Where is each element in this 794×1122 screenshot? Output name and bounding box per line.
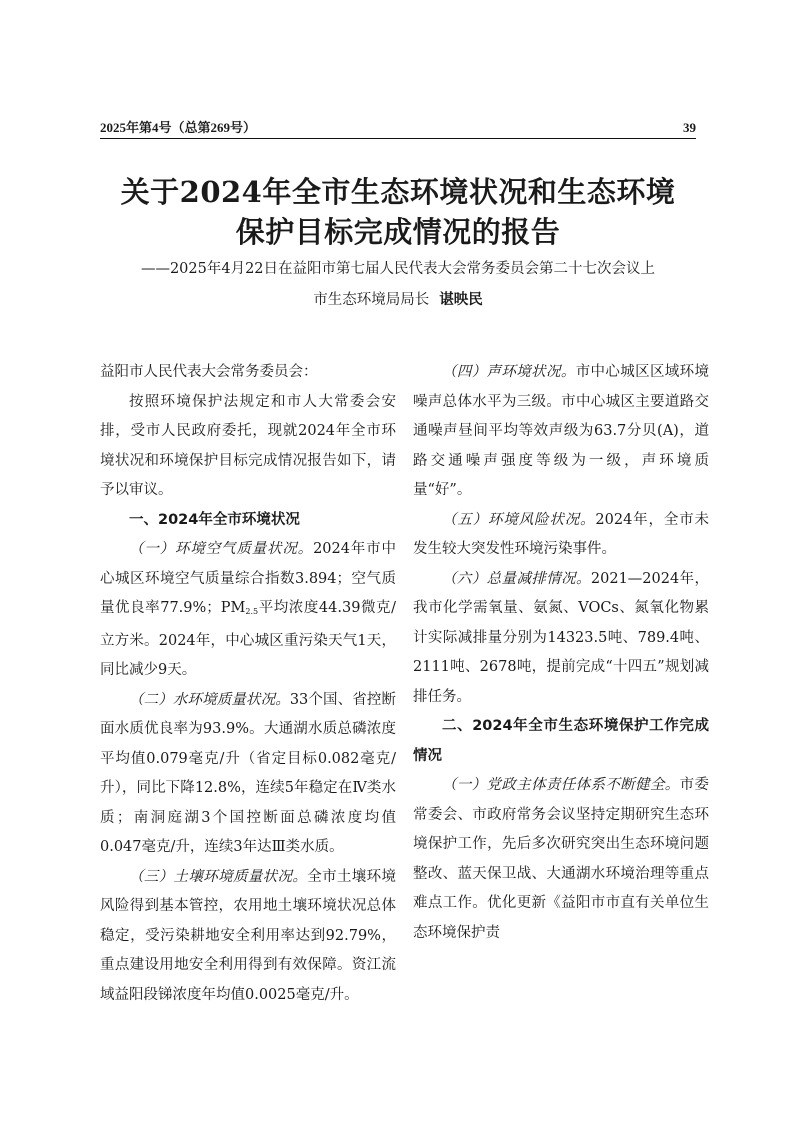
intro-paragraph: 按照环境保护法规定和市人大常委会安排，受市人民政府委托，现就2024年全市环境状况和环境保护目标完成情况报告如下，请予以审议。	[100, 393, 396, 498]
soil-quality-text: 全市土壤环境风险得到基本管控，农用地土壤环境状况总体稳定，受污染耕地安全利用率达到92.79%，重点建设用地安全利用得到有效保障。资江流域益阳段锑浓度年均值0.0025毫克/升。	[100, 868, 396, 1003]
author-role: 市生态环境局局长	[313, 292, 430, 308]
risk-paragraph	[413, 506, 709, 565]
duty-text: 市委常委会、市政府常务会议坚持定期研究生态环境保护工作，先后多次研究突出生态环境问题整改、蓝天保卫战、大通湖水环境治理等重点难点工作。优化更新《益阳市市直有关单位生态环境保护责	[413, 777, 710, 941]
noise-text: 市中心城区区域环境噪声总体水平为三级。市中心城区主要道路交通噪声昼间平均等效声级为63.7分贝(A)，道路交通噪声强度等级为一级，声环境质量“好”。	[413, 364, 710, 498]
left-column	[100, 358, 396, 1010]
air-quality-text-a: 2024年市中心城区环境空气质量综合指数3.894；空气质量优良率77.9%；PM	[100, 541, 396, 616]
title-line-2: 保护目标完成情况的报告	[235, 215, 561, 249]
salutation: 益阳市人民代表大会常务委员会：	[100, 364, 318, 380]
pm-subscript: 2.5	[245, 607, 259, 616]
risk-text: 2024年，全市未发生较大突发性环境污染事件。	[413, 511, 710, 557]
reduction-paragraph	[413, 565, 709, 713]
water-quality-paragraph	[100, 686, 396, 863]
noise-lead: （四）声环境状况。	[442, 364, 576, 380]
air-quality-text-b: 平均浓度44.39微克/立方米。2024年，中心城区重污染天气1天，同比减少9天。	[100, 600, 396, 678]
risk-lead: （五）环境风险状况。	[442, 511, 596, 528]
soil-quality-paragraph	[100, 863, 396, 1011]
duty-lead: （一）党政主体责任体系不断健全。	[442, 777, 680, 793]
section-2-heading: 二、2024年全市生态环境保护工作完成情况	[413, 718, 709, 764]
report-subtitle: ——2025年4月22日在益阳市第七届人民代表大会常务委员会第二十七次会议上	[140, 261, 656, 277]
right-column	[413, 358, 709, 948]
duty-paragraph	[413, 771, 709, 948]
header-divider	[100, 138, 696, 139]
air-quality-paragraph	[100, 535, 396, 686]
reduction-text: 2021—2024年，我市化学需氧量、氨氮、VOCs、氮氧化物累计实际减排量分别为14323.5吨、789.4吨、2111吨、2678吨，提前完成“十四五”规划减排任务。	[413, 570, 709, 705]
section-1-heading: 一、2024年全市环境状况	[129, 511, 300, 528]
issue-label: 2025年第4号（总第269号）	[100, 120, 257, 135]
noise-paragraph	[413, 358, 709, 506]
title-line-1: 关于2024年全市生态环境状况和生态环境	[120, 175, 676, 209]
page-number: 39	[683, 120, 696, 135]
author-name: 谌映民	[439, 292, 483, 308]
air-quality-lead: （一）环境空气质量状况。	[129, 541, 314, 557]
reduction-lead: （六）总量减排情况。	[442, 570, 591, 587]
report-title	[60, 172, 736, 252]
byline	[100, 289, 696, 311]
water-quality-lead: （二）水环境质量状况。	[129, 691, 290, 708]
water-quality-text: 33个国、省控断面水质优良率为93.9%。大通湖水质总磷浓度平均值0.079毫克/升（省定目标0.082毫克/升），同比下降12.8%，连续5年稳定在Ⅳ类水质；南洞庭湖3个国控断面总磷浓度均值0.047毫克/升，连续3年达Ⅲ类水质。	[100, 691, 397, 855]
running-header	[100, 116, 696, 136]
soil-quality-lead: （三）土壤环境质量状况。	[129, 868, 308, 885]
